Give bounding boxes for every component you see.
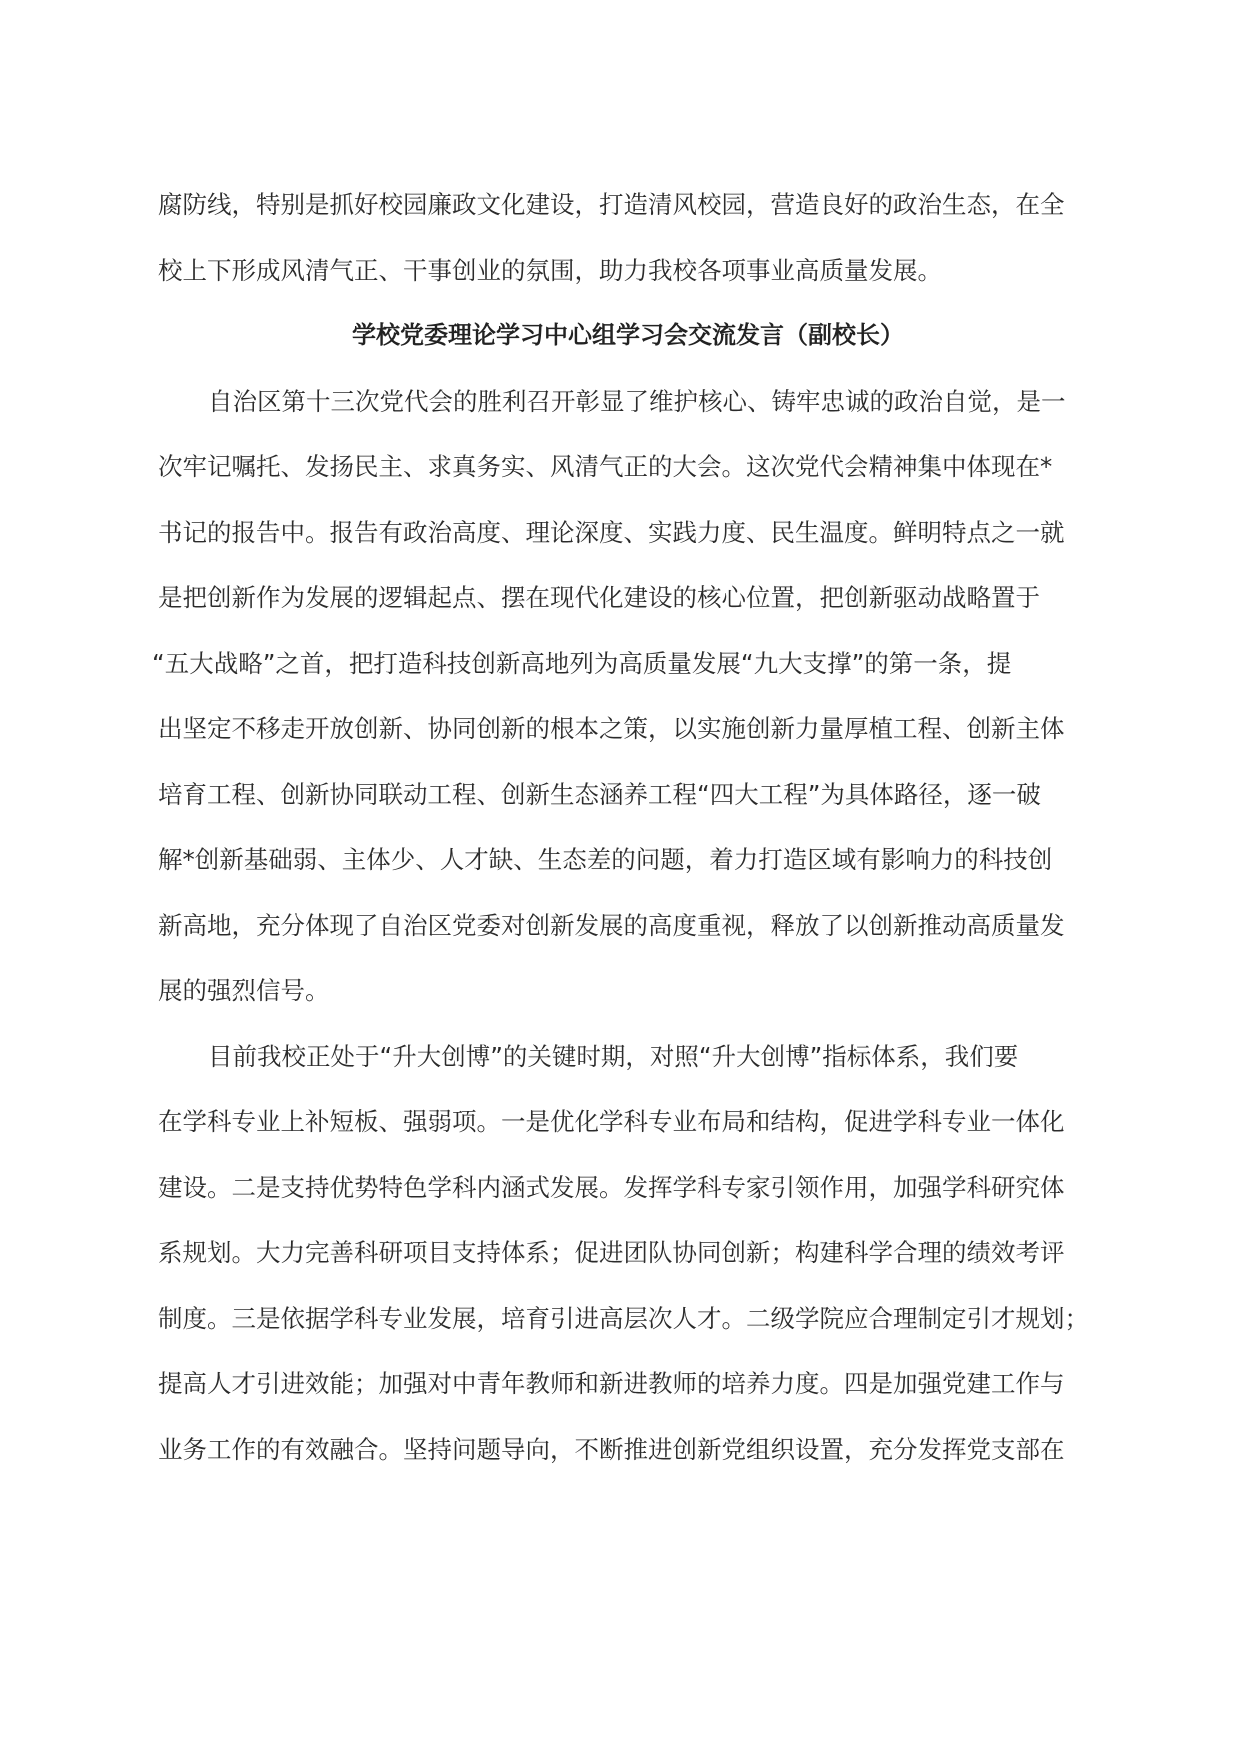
text-line: 业务工作的有效融合。坚持问题导向，不断推进创新党组织设置，充分发挥党支部在: [158, 1434, 1065, 1464]
text-line: 新高地，充分体现了自治区党委对创新发展的高度重视，释放了以创新推动高质量发: [158, 910, 1065, 940]
text-line: 建设。二是支持优势特色学科内涵式发展。发挥学科专家引领作用，加强学科研究体: [158, 1172, 1065, 1202]
text-line: 展的强烈信号。: [158, 976, 330, 1005]
text-line: 在学科专业上补短板、强弱项。一是优化学科专业布局和结构，促进学科专业一体化: [158, 1107, 1065, 1136]
text-line: 制度。三是依据学科专业发展，培育引进高层次人才。二级学院应合理制定引才规划；: [158, 1303, 1089, 1333]
text-line: 校上下形成风清气正、干事创业的氛围，助力我校各项事业高质量发展。: [158, 255, 942, 285]
text-line: 培育工程、创新协同联动工程、创新生态涵养工程“四大工程”为具体路径，逐一破: [158, 779, 1041, 809]
text-line: “五大战略”之首，把打造科技创新高地列为高质量发展“九大支撑”的第一条，提: [152, 648, 1012, 678]
text-line: 系规划。大力完善科研项目支持体系；促进团队协同创新；构建科学合理的绩效考评: [158, 1238, 1065, 1267]
text-line: 提高人才引进效能；加强对中青年教师和新进教师的培养力度。四是加强党建工作与: [158, 1369, 1065, 1398]
text-line: 解*创新基础弱、主体少、人才缺、生态差的问题，着力打造区域有影响力的科技创: [158, 845, 1053, 874]
document-body: [152, 172, 1098, 1482]
paragraph-first-line: 自治区第十三次党代会的胜利召开彰显了维护核心、铸牢忠诚的政治自觉，是一: [208, 386, 1066, 416]
text-line: 书记的报告中。报告有政治高度、理论深度、实践力度、民生温度。鲜明特点之一就: [158, 517, 1065, 547]
text-line: 是把创新作为发展的逻辑起点、摆在现代化建设的核心位置，把创新驱动战略置于: [158, 583, 1040, 612]
text-line: 腐防线，特别是抓好校园廉政文化建设，打造清风校园，营造良好的政治生态，在全: [158, 190, 1065, 219]
text-line: 次牢记嘱托、发扬民主、求真务实、风清气正的大会。这次党代会精神集中体现在*: [158, 452, 1053, 481]
section-title: 学校党委理论学习中心组学习会交流发言（副校长）: [352, 321, 904, 349]
text-line: 出坚定不移走开放创新、协同创新的根本之策，以实施创新力量厚植工程、创新主体: [158, 714, 1065, 743]
paragraph-first-line: 目前我校正处于“升大创博”的关键时期，对照“升大创博”指标体系，我们要: [208, 1041, 1019, 1071]
